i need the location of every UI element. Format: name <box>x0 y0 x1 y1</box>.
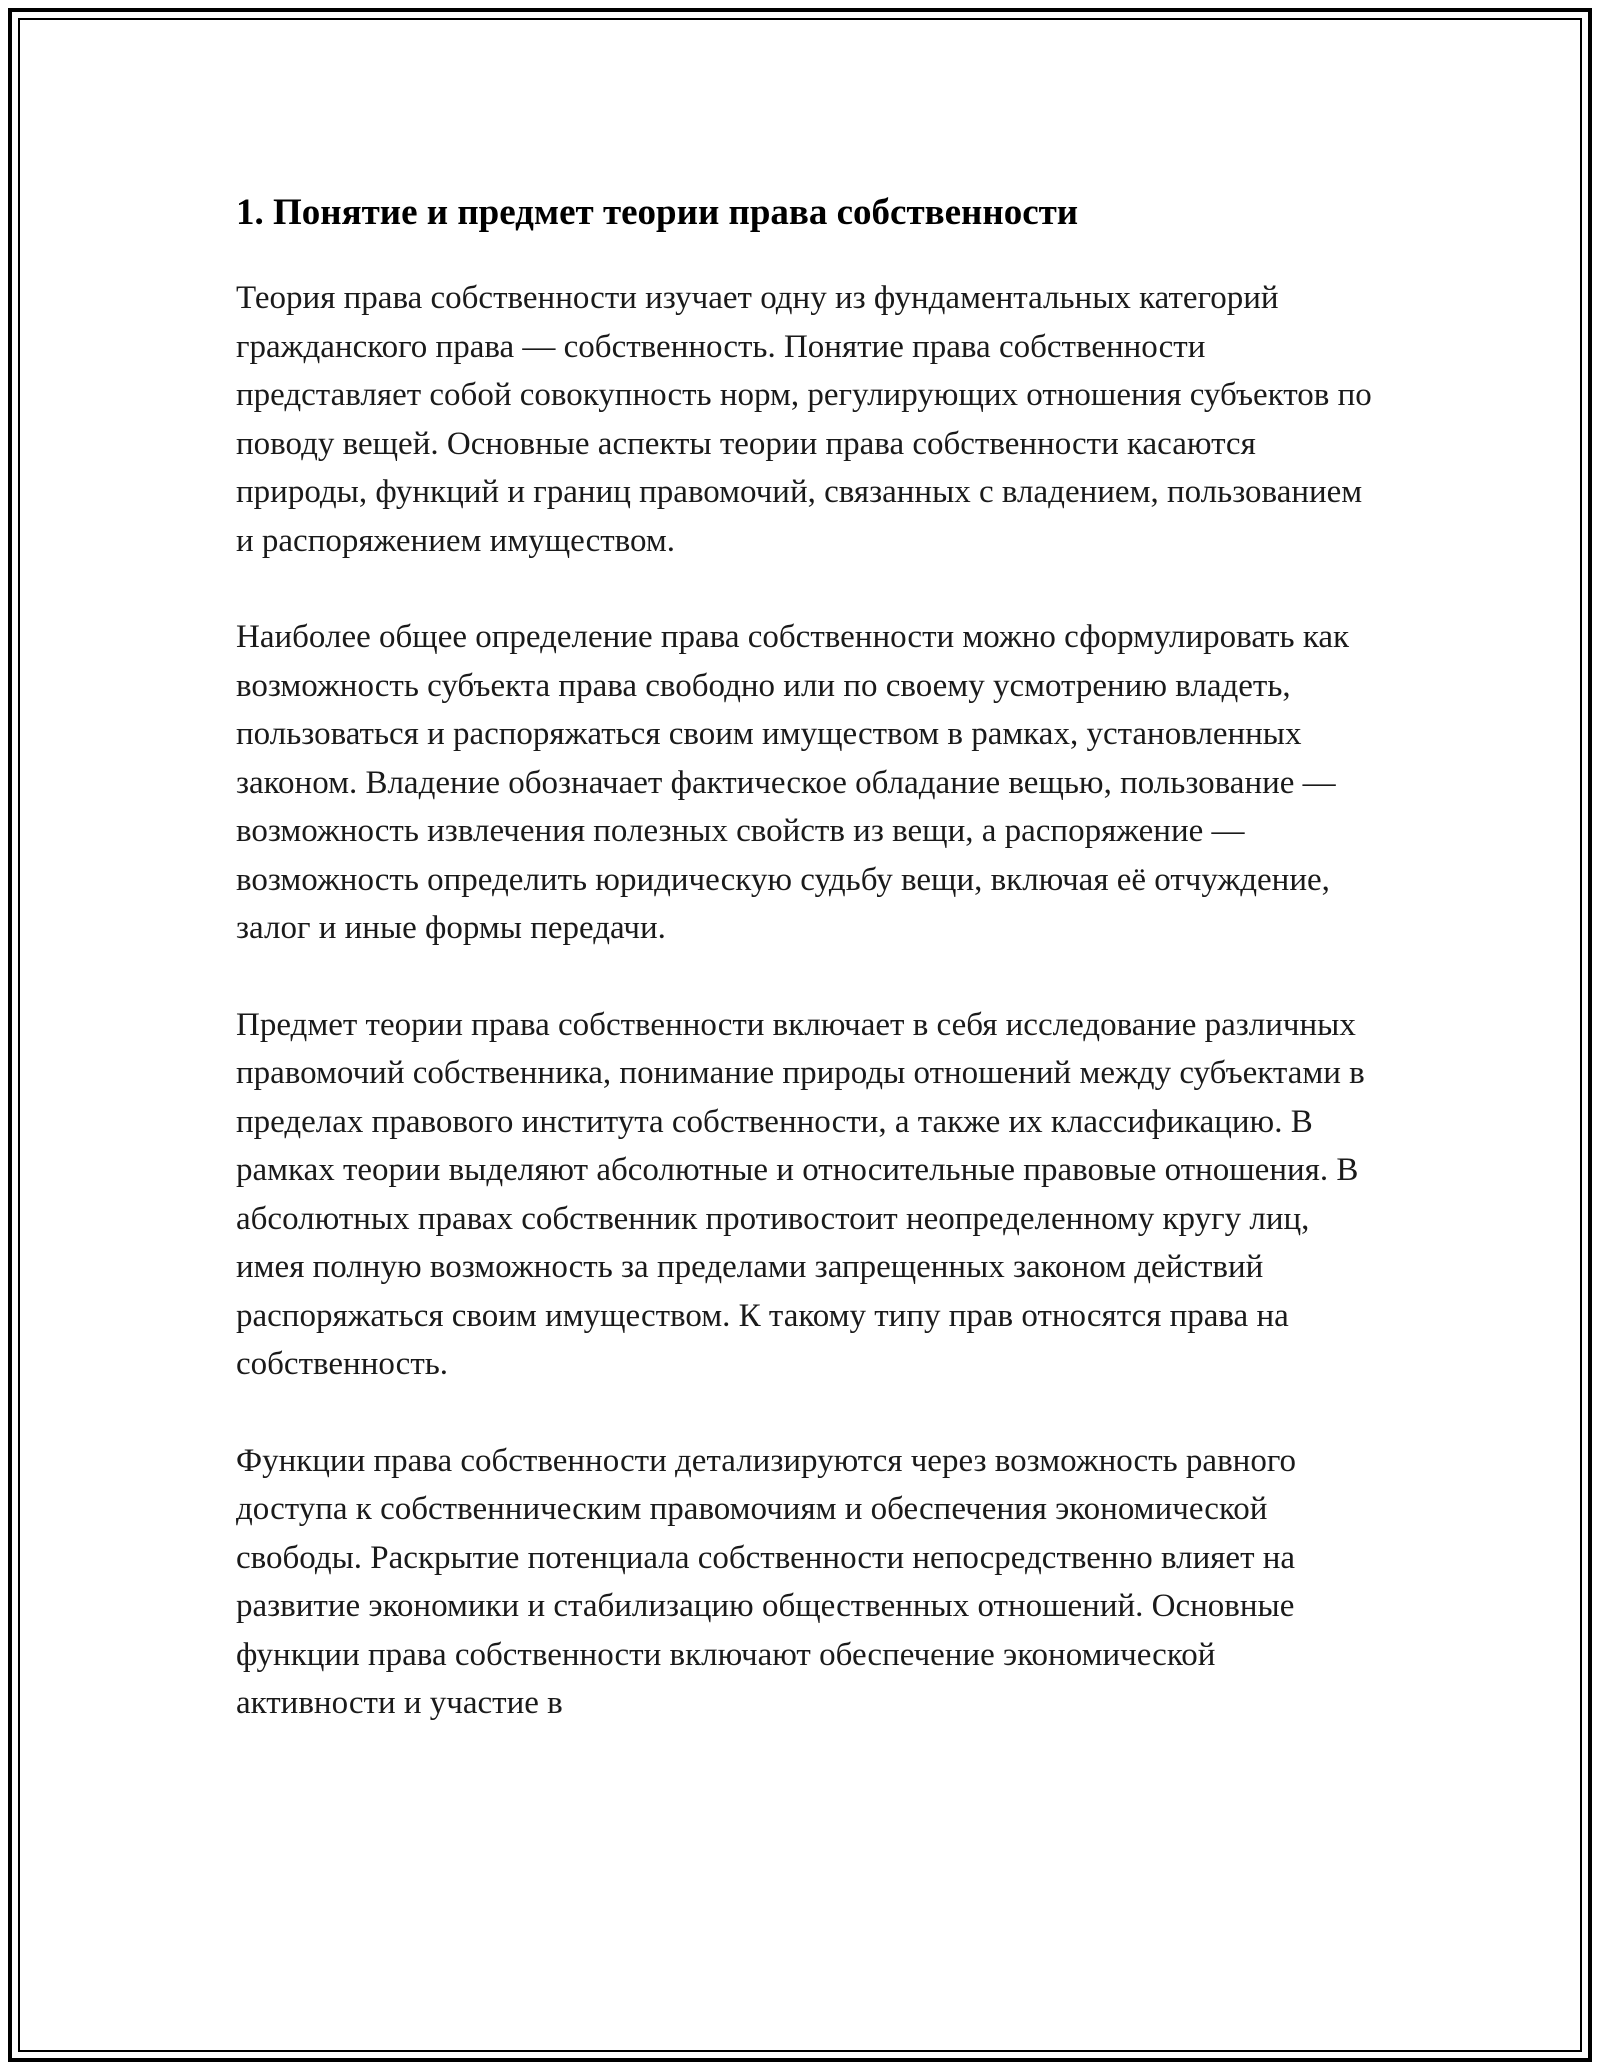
paragraph-1: Теория права собственности изучает одну из фундаментальных категорий гражданского права — собственность. Понятие права собственности представляет собой совокупность норм, регулирующих отношения субъектов по поводу вещей. Основные аспекты теории права собственности касаются природы, функций и границ правомочий, связанных с владением, пользованием и распоряжением имуществом. <box>236 280 1372 559</box>
section-heading: 1. Понятие и предмет теории права собственности <box>236 192 1079 233</box>
paragraph-3: Предмет теории права собственности включает в себя исследование различных правомочий собственника, понимание природы отношений между субъектами в пределах правового института собственности, а также их классификацию. В рамках теории выделяют абсолютные и относительные правовые отношения. В абсолютных правах собственник противостоит неопределенному кругу лиц, имея полную возможность за пределами запрещенных законом действий распоряжаться своим имуществом. К такому типу прав относятся права на собственность. <box>236 1006 1365 1382</box>
paragraph-4: Функции права собственности детализируются через возможность равного доступа к собственническим правомочиям и обеспечения экономической свободы. Раскрытие потенциала собственности непосредственно влияет на развитие экономики и стабилизацию общественных отношений. Основные функции права собственности включают обеспечение экономической активности и участие в <box>236 1442 1297 1721</box>
paragraph-2: Наиболее общее определение права собственности можно сформулировать как возможность субъекта права свободно или по своему усмотрению владеть, пользоваться и распоряжаться своим имуществом в рамках, установленных законом. Владение обозначает фактическое обладание вещью, пользование — возможность извлечения полезных свойств из вещи, а распоряжение — возможность определить юридическую судьбу вещи, включая её отчуждение, залог и иные формы передачи. <box>236 619 1350 946</box>
document-body <box>236 186 1376 1776</box>
